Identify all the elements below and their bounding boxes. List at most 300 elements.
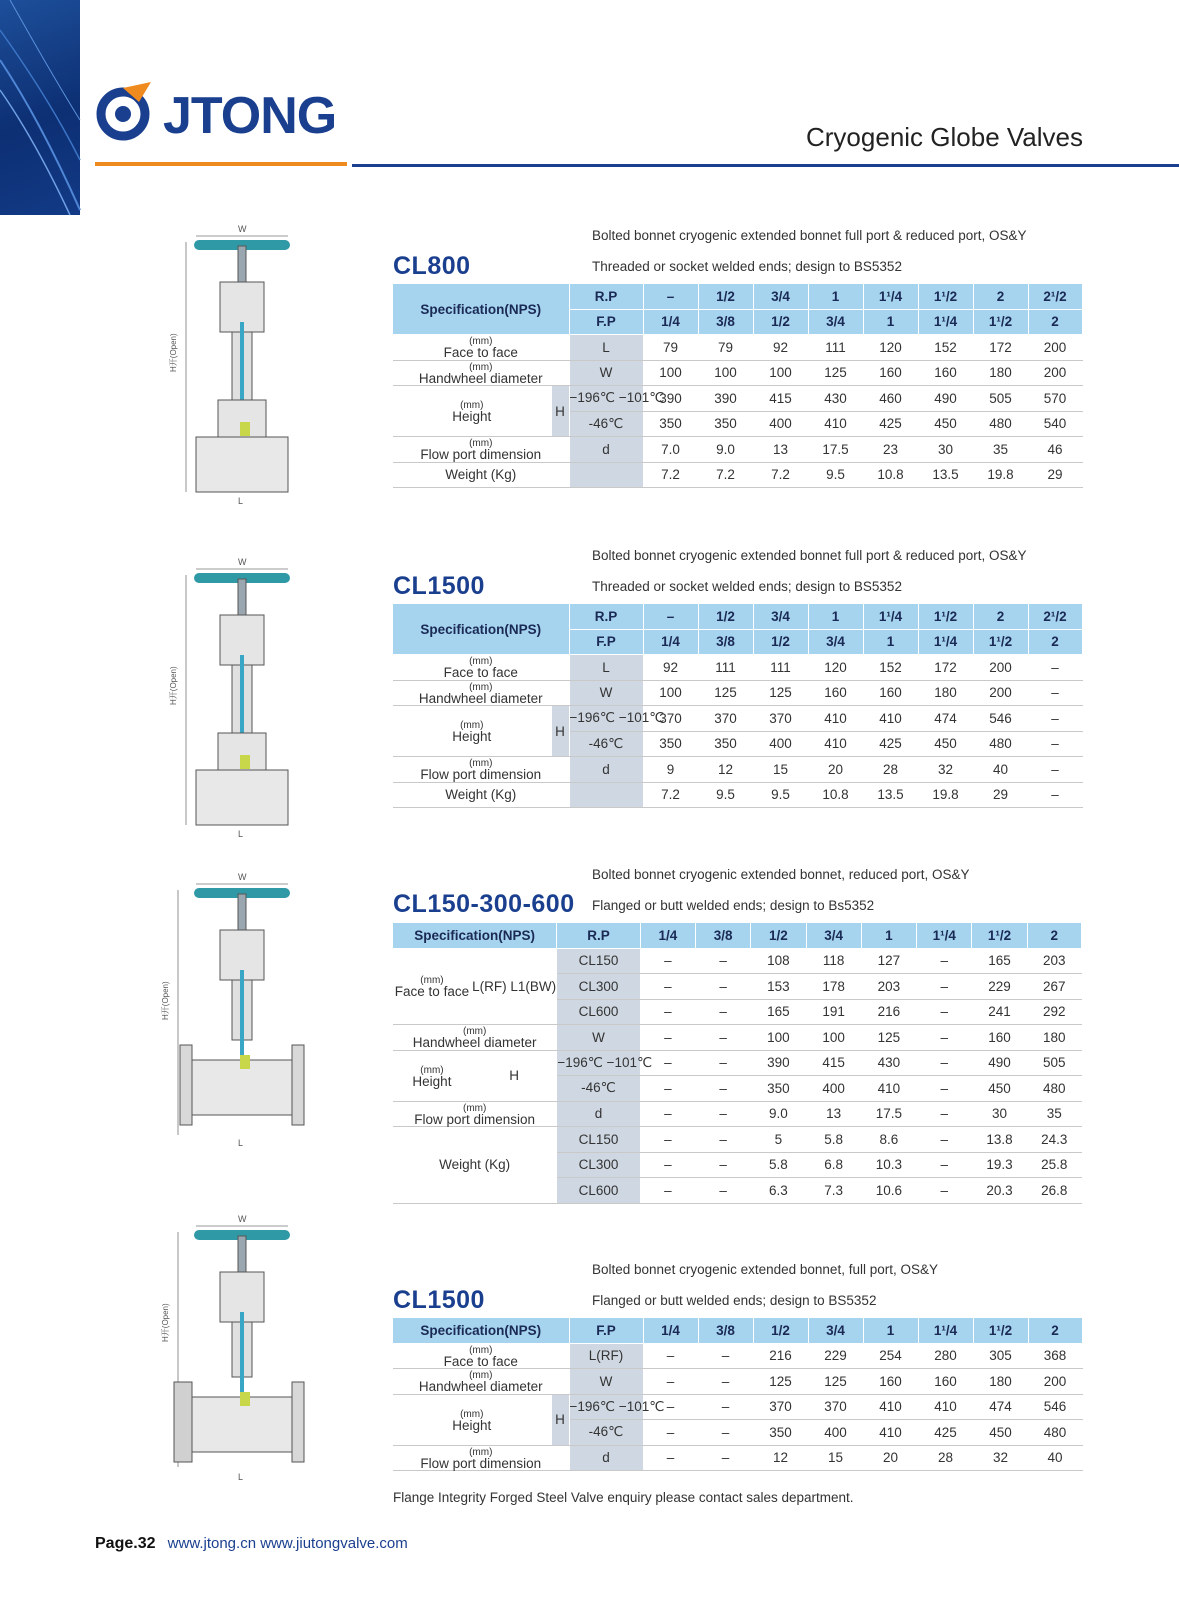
value-cell: 9.5 [753,782,808,808]
value-cell: 370 [643,706,698,732]
section-3-model: CL150-300-600 [393,890,575,918]
value-cell: 28 [863,757,918,783]
value-cell: 350 [643,731,698,757]
value-cell: 29 [1028,462,1082,488]
value-cell: 100 [806,1025,861,1051]
row-label [393,948,471,1025]
value-cell: 9.5 [698,782,753,808]
table-row [393,1394,1082,1420]
section-1-desc1: Bolted bonnet cryogenic extended bonnet full port & reduced port, OS&Y [592,228,1027,243]
value-cell: 203 [1027,948,1081,974]
value-cell: 410 [861,1076,916,1102]
symbol: W [569,1369,643,1395]
value-cell: 425 [918,1420,973,1446]
fp-size: 1/4 [643,309,698,335]
value-cell: 152 [863,655,918,681]
value-cell: 430 [861,1050,916,1076]
page-number: Page.32 [95,1535,156,1552]
table-row [393,1101,1082,1127]
class-label: CL300 [557,1152,640,1178]
value-cell: 153 [751,974,806,1000]
value-cell: 415 [753,386,808,412]
valve-drawing-3 [160,870,340,1155]
unit-label: (mm) [469,438,493,450]
header-row [393,284,1082,309]
value-cell: 100 [753,360,808,386]
value-cell: 370 [808,1394,863,1420]
unit-label: (mm) [469,656,493,668]
value-cell: 13.8 [972,1127,1027,1153]
value-cell: 450 [973,1420,1028,1446]
value-cell: 15 [753,757,808,783]
rp-size: 2 [1027,923,1081,948]
value-cell: 200 [973,655,1028,681]
value-cell: 29 [973,782,1028,808]
value-cell: 30 [918,437,973,463]
value-cell: 19.8 [973,462,1028,488]
spec-label: Specification(NPS) [393,284,569,335]
class-label: CL600 [557,999,640,1025]
header-row [393,604,1082,629]
footer [95,1535,408,1553]
value-cell: 40 [973,757,1028,783]
value-cell: 5 [751,1127,806,1153]
class-label: CL150 [557,948,640,974]
temp-label: −196℃ −101℃ [557,1050,640,1076]
fp-size: 1¹/4 [918,629,973,655]
value-cell: 410 [808,706,863,732]
value-cell: 160 [863,1369,918,1395]
fp-size: 3/4 [808,629,863,655]
value-cell: 200 [1028,335,1082,361]
value-cell: 200 [973,680,1028,706]
value-cell: 390 [751,1050,806,1076]
dim-l: L [238,829,244,839]
row-label [393,1343,569,1369]
label-text: Handwheel diameter [418,370,543,386]
dim-w: W [238,224,247,234]
temp-label: −196℃ −101℃ [569,1394,643,1420]
value-cell: 10.6 [861,1178,916,1204]
value-cell: 17.5 [808,437,863,463]
value-cell: 505 [973,386,1028,412]
value-cell: 100 [643,360,698,386]
row-label [393,360,569,386]
value-cell: 7.2 [643,782,698,808]
fp-size: 1/4 [643,629,698,655]
value-cell: 79 [698,335,753,361]
value-cell: 400 [806,1076,861,1102]
value-cell: 370 [698,706,753,732]
value-cell: – [917,974,972,1000]
rp-size: 1/4 [640,923,695,948]
value-cell: 24.3 [1027,1127,1081,1153]
valve-drawing-1 [160,222,340,507]
section-4-model: CL1500 [393,1286,485,1314]
value-cell: – [640,1178,695,1204]
value-cell: – [698,1445,753,1471]
value-cell: 100 [698,360,753,386]
row-label [393,782,569,808]
unit-label: (mm) [462,1102,487,1114]
symbol [569,462,643,488]
value-cell: 480 [1027,1076,1081,1102]
label-text: Face to face [443,1353,518,1369]
value-cell: 13 [806,1101,861,1127]
symbol: H [551,706,569,757]
footer-links[interactable]: www.jtong.cn www.jiutongvalve.com [167,1535,408,1552]
header-row [393,923,1082,948]
rp-size: 3/4 [753,604,808,629]
rp-size: 2¹/2 [1028,604,1082,629]
value-cell: 415 [806,1050,861,1076]
unit-label: (mm) [469,1370,493,1382]
value-cell: 540 [1028,411,1082,437]
label-text: Height [452,729,492,744]
page-title: Cryogenic Globe Valves [806,122,1083,152]
value-cell: – [698,1420,753,1446]
label-text: Handwheel diameter [418,690,543,706]
spec-table-cl1500-threaded [393,604,1083,808]
temp-label: -46℃ [557,1076,640,1102]
value-cell: – [643,1343,698,1369]
label-text: Height [452,1417,492,1433]
value-cell: – [640,1152,695,1178]
rp-size: 1¹/2 [918,604,973,629]
value-cell: 13 [753,437,808,463]
unit-label: (mm) [469,681,493,693]
value-cell: 23 [863,437,918,463]
section-3-desc1: Bolted bonnet cryogenic extended bonnet, reduced port, OS&Y [592,867,970,882]
value-cell: 370 [753,1394,808,1420]
value-cell: 111 [698,655,753,681]
spec-label: Specification(NPS) [393,923,557,948]
dim-w: W [238,557,247,567]
dim-w: W [238,872,247,882]
value-cell: 108 [751,948,806,974]
rp-size: 1¹/2 [972,923,1027,948]
temp-label: -46℃ [569,731,643,757]
value-cell: 200 [1028,360,1082,386]
value-cell: 120 [808,655,863,681]
value-cell: 6.8 [806,1152,861,1178]
value-cell: – [640,1101,695,1127]
unit-label: (mm) [469,1344,493,1356]
value-cell: 350 [698,411,753,437]
fp-size: 1/2 [753,309,808,335]
value-cell: 165 [751,999,806,1025]
symbol: L [569,655,643,681]
value-cell: – [917,1152,972,1178]
rp-size: 1 [861,923,916,948]
value-cell: – [1028,731,1082,757]
temp-label: −196℃ −101℃ [569,386,643,412]
section-3-desc2: Flanged or butt welded ends; design to Bs5352 [592,898,875,913]
value-cell: – [698,1343,753,1369]
fp-size: 1¹/2 [973,1318,1028,1343]
label-text: Flow port dimension [414,1111,536,1127]
temp-label: -46℃ [569,1420,643,1446]
fp-size: 1¹/2 [973,309,1028,335]
value-cell: – [640,1050,695,1076]
value-cell: 7.2 [753,462,808,488]
value-cell: – [640,1025,695,1051]
section-1-model: CL800 [393,252,471,280]
value-cell: 505 [1027,1050,1081,1076]
dim-l: L [238,1472,244,1482]
value-cell: 111 [808,335,863,361]
value-cell: – [917,1076,972,1102]
section-1-desc2: Threaded or socket welded ends; design to BS5352 [592,259,902,274]
value-cell: 165 [972,948,1027,974]
value-cell: – [696,974,751,1000]
end-type: L(RF) L1(BW) [471,948,556,1025]
row-label [393,1127,557,1204]
spec-label: Specification(NPS) [393,604,569,655]
value-cell: 390 [698,386,753,412]
table-row [393,437,1082,463]
value-cell: 160 [972,1025,1027,1051]
value-cell: 30 [972,1101,1027,1127]
value-cell: 480 [1028,1420,1082,1446]
brand-logo [93,78,353,148]
value-cell: 280 [918,1343,973,1369]
rp-size: 2¹/2 [1028,284,1082,309]
value-cell: 10.8 [863,462,918,488]
value-cell: – [917,999,972,1025]
fp-size: 1 [863,629,918,655]
fp-size: 3/4 [808,1318,863,1343]
table-row [393,386,1082,412]
fp-label: F.P [569,309,643,335]
value-cell: 191 [806,999,861,1025]
table-row [393,948,1082,974]
spec-table-cl150-300-600 [393,923,1082,1204]
symbol: d [557,1101,640,1127]
row-label [393,655,569,681]
value-cell: – [698,1394,753,1420]
value-cell: 10.8 [808,782,863,808]
value-cell: 370 [753,706,808,732]
value-cell: – [640,1076,695,1102]
value-cell: 172 [973,335,1028,361]
value-cell: 474 [973,1394,1028,1420]
row-label [393,1445,569,1471]
value-cell: 5.8 [806,1127,861,1153]
value-cell: – [696,1101,751,1127]
value-cell: 35 [973,437,1028,463]
value-cell: 10.3 [861,1152,916,1178]
value-cell: 350 [751,1076,806,1102]
label-text: Handwheel diameter [418,1379,543,1395]
symbol: L(RF) [569,1343,643,1369]
rp-size: 1/2 [698,604,753,629]
label-text: Weight (Kg) [439,1157,511,1173]
table-row [393,360,1082,386]
table-row [393,680,1082,706]
value-cell: 5.8 [751,1152,806,1178]
value-cell: 430 [808,386,863,412]
value-cell: 7.3 [806,1178,861,1204]
value-cell: 350 [698,731,753,757]
value-cell: – [1028,782,1082,808]
spec-table-cl1500-flanged [393,1318,1083,1471]
value-cell: 118 [806,948,861,974]
label-text: Weight (Kg) [445,787,517,803]
value-cell: 111 [753,655,808,681]
unit-label: (mm) [460,400,484,411]
value-cell: 570 [1028,386,1082,412]
unit-label: (mm) [469,758,493,770]
value-cell: 8.6 [861,1127,916,1153]
value-cell: 410 [863,1420,918,1446]
value-cell: 40 [1028,1445,1082,1471]
rp-size: 3/8 [696,923,751,948]
value-cell: 13.5 [863,782,918,808]
value-cell: – [640,1127,695,1153]
value-cell: 160 [808,680,863,706]
fp-size: 1 [863,309,918,335]
symbol: H [551,386,569,437]
unit-label: (mm) [469,361,493,373]
fp-size: 1¹/4 [918,309,973,335]
rp-size: 1¹/4 [917,923,972,948]
value-cell: 425 [863,731,918,757]
row-label [393,462,569,488]
value-cell: 410 [808,731,863,757]
value-cell: – [696,1152,751,1178]
value-cell: 32 [918,757,973,783]
label-text: Height [412,1073,452,1089]
value-cell: 125 [808,1369,863,1395]
value-cell: 9.5 [808,462,863,488]
value-cell: – [1028,757,1082,783]
fp-size: 3/4 [808,309,863,335]
fp-label: F.P [569,1318,643,1343]
value-cell: – [917,1178,972,1204]
header-row [393,1318,1082,1343]
value-cell: 127 [861,948,916,974]
dim-w: W [238,1214,247,1224]
value-cell: 7.0 [643,437,698,463]
rp-size: 3/4 [806,923,861,948]
dim-h: H开(Open) [161,1303,170,1342]
value-cell: 180 [973,1369,1028,1395]
value-cell: 216 [753,1343,808,1369]
value-cell: 9.0 [751,1101,806,1127]
class-label: CL150 [557,1127,640,1153]
table-row [393,1050,1082,1076]
table-row [393,757,1082,783]
value-cell: – [696,1076,751,1102]
value-cell: 160 [863,680,918,706]
label-text: Height [452,409,492,424]
corner-graphic [0,0,80,215]
label-text: Face to face [443,665,518,681]
table-row [393,462,1082,488]
valve-drawing-4 [160,1212,340,1492]
valve-drawing-2 [160,555,340,840]
value-cell: – [696,999,751,1025]
value-cell: 172 [918,655,973,681]
value-cell: – [640,999,695,1025]
value-cell: 216 [861,999,916,1025]
value-cell: 400 [753,731,808,757]
unit-label: (mm) [462,1026,487,1038]
fp-size: 3/8 [698,309,753,335]
value-cell: – [1028,706,1082,732]
class-label: CL300 [557,974,640,1000]
symbol: W [569,680,643,706]
row-label [393,437,569,463]
value-cell: 26.8 [1027,1178,1081,1204]
temp-label: -46℃ [569,411,643,437]
section-2-desc2: Threaded or socket welded ends; design to BS5352 [592,579,902,594]
value-cell: 46 [1028,437,1082,463]
value-cell: 160 [918,1369,973,1395]
value-cell: – [696,1127,751,1153]
value-cell: 546 [1028,1394,1082,1420]
value-cell: 15 [808,1445,863,1471]
row-label [393,335,569,361]
value-cell: 400 [808,1420,863,1446]
symbol: H [551,1394,569,1445]
value-cell: 20 [808,757,863,783]
value-cell: 17.5 [861,1101,916,1127]
value-cell: 92 [643,655,698,681]
unit-label: (mm) [469,1446,493,1458]
value-cell: 9.0 [698,437,753,463]
value-cell: 450 [972,1076,1027,1102]
fp-size: 2 [1028,309,1082,335]
value-cell: 7.2 [643,462,698,488]
dim-h: H开(Open) [169,333,178,372]
label-text: Flow port dimension [420,1455,542,1471]
temp-label: −196℃ −101℃ [569,706,643,732]
value-cell: 12 [753,1445,808,1471]
header-orange-rule [95,162,347,166]
value-cell: 180 [918,680,973,706]
value-cell: 229 [972,974,1027,1000]
value-cell: 125 [808,360,863,386]
value-cell: – [1028,655,1082,681]
unit-label: (mm) [460,720,484,731]
fp-size: 1/2 [753,1318,808,1343]
table-row [393,1127,1082,1153]
section-2-desc1: Bolted bonnet cryogenic extended bonnet full port & reduced port, OS&Y [592,548,1027,563]
value-cell: 32 [973,1445,1028,1471]
row-label [393,757,569,783]
value-cell: 28 [918,1445,973,1471]
value-cell: 241 [972,999,1027,1025]
symbol [569,782,643,808]
value-cell: – [917,1025,972,1051]
value-cell: 79 [643,335,698,361]
unit-label: (mm) [420,975,444,987]
value-cell: 19.8 [918,782,973,808]
value-cell: 200 [1028,1369,1082,1395]
value-cell: 460 [863,386,918,412]
symbol: d [569,757,643,783]
label-text: Face to face [394,984,470,1000]
value-cell: 19.3 [972,1152,1027,1178]
brand-name: JTONG [163,87,337,145]
section-4-desc2: Flanged or butt welded ends; design to BS5352 [592,1293,877,1308]
value-cell: 254 [863,1343,918,1369]
spec-label: Specification(NPS) [393,1318,569,1343]
row-label [393,706,551,757]
value-cell: – [696,948,751,974]
